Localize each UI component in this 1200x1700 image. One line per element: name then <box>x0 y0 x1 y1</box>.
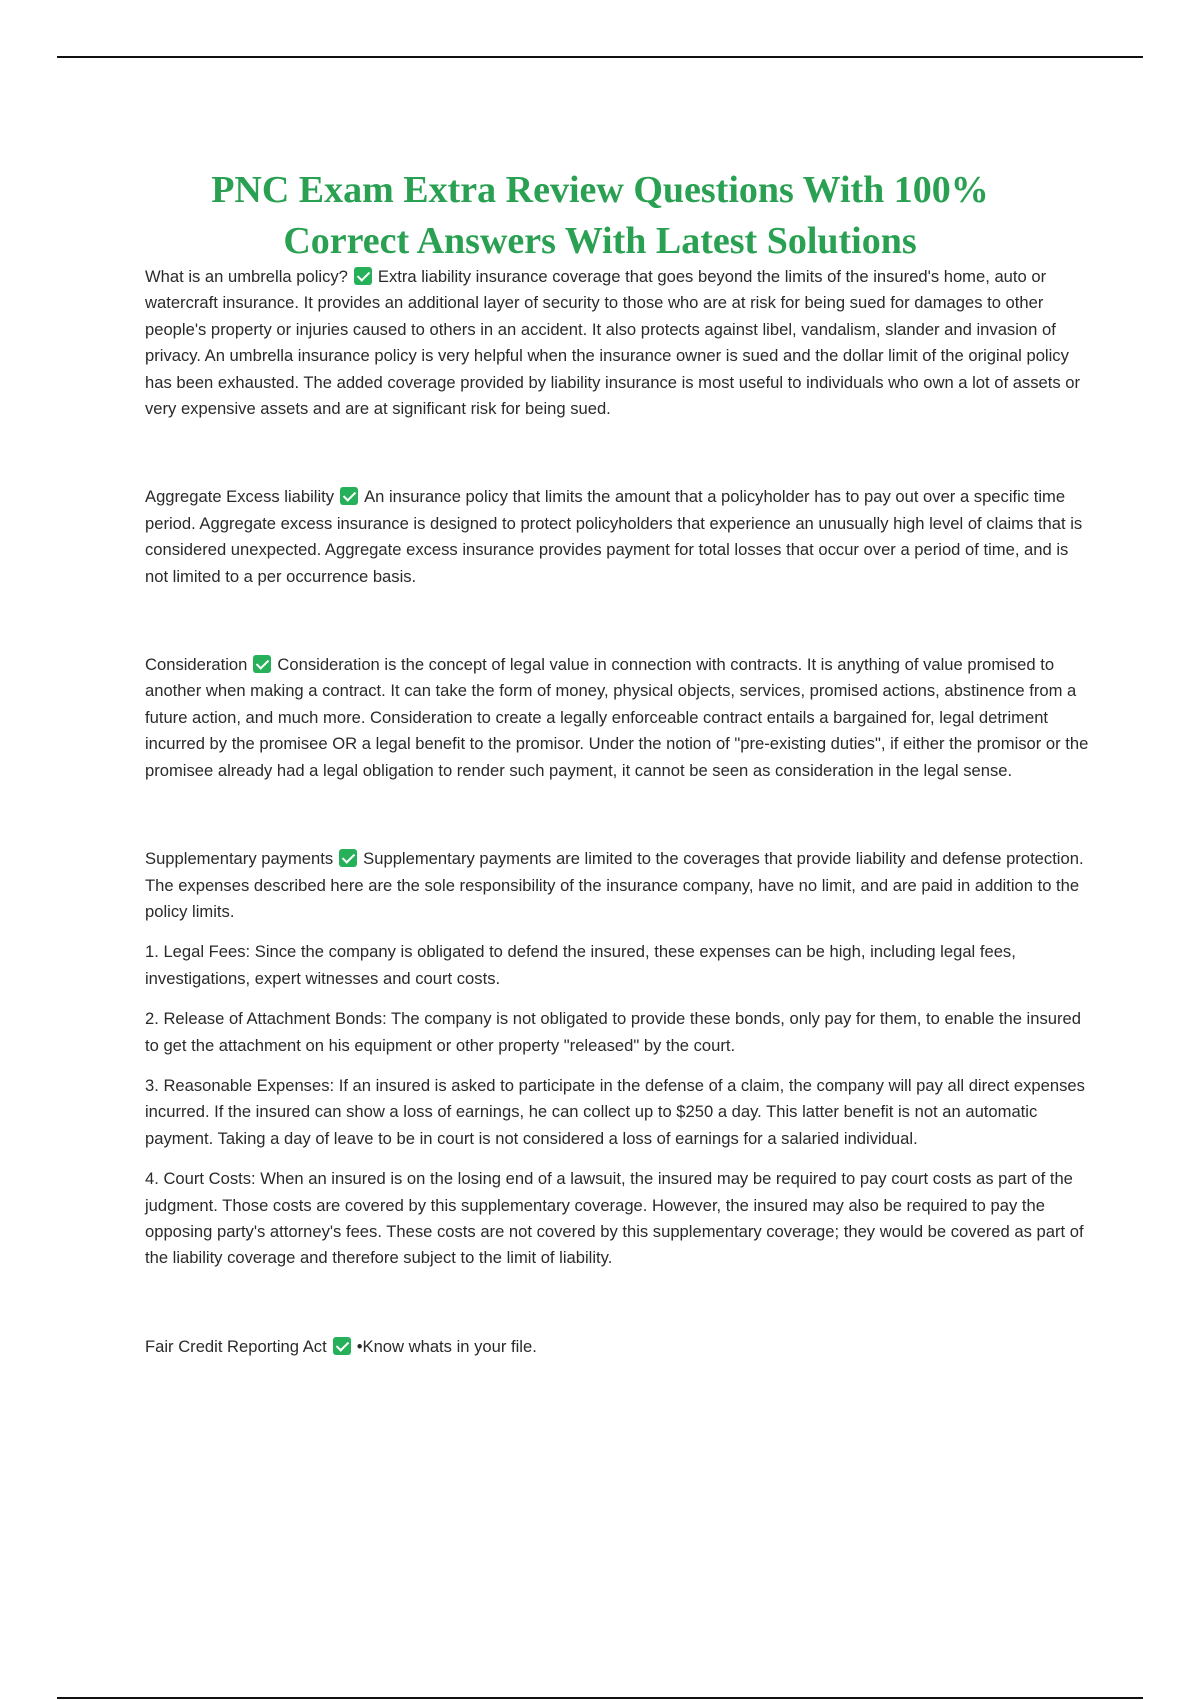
check-icon <box>340 487 358 505</box>
supplementary-item-attachment-bonds: 2. Release of Attachment Bonds: The company is not obligated to provide these bonds, only pay for them, to enable the insured to get the attachment on his equipment or other property "released" by the court. <box>145 1009 1081 1055</box>
entry-term: Aggregate Excess liability <box>145 487 335 507</box>
bottom-rule <box>57 1697 1143 1699</box>
entry-answer: An insurance policy that limits the amount that a policyholder has to pay out over a specific time period. Aggregate excess insurance is designed to protect policyholders that experience an unusually high level of claims that is considered unexpected. Aggregate excess insurance provides payment for total losses that occur over a period of time, and is not limited to a per occurrence basis. <box>145 487 1083 586</box>
top-rule <box>57 56 1143 58</box>
entry-term: What is an umbrella policy? <box>145 267 348 286</box>
document-title <box>100 165 1100 267</box>
entry-term: Consideration <box>145 655 248 675</box>
qa-entry-supplementary-payments <box>145 846 1090 925</box>
check-icon <box>333 1337 351 1355</box>
title-line-2: Correct Answers With Latest Solutions <box>283 220 917 263</box>
entry-answer: Extra liability insurance coverage that goes beyond the limits of the insured's home, auto or watercraft insurance. It provides an additional layer of security to those who are at risk for being sued for damages to other people's property or injuries caused to others in an accident. It also protects against libel, vandalism, slander and invasion of privacy. An umbrella insurance policy is very helpful when the insurance owner is sued and the dollar limit of the original policy has been exhausted. The added coverage provided by liability insurance is most useful to individuals who own a lot of assets or very expensive assets and are at significant risk for being sued. <box>145 267 1081 419</box>
entry-term: Fair Credit Reporting Act <box>145 1336 327 1356</box>
qa-entry-umbrella-policy <box>145 264 1090 422</box>
entry-term: Supplementary payments <box>145 849 334 869</box>
qa-entry-fair-credit-reporting-act <box>145 1334 1090 1360</box>
qa-entry-consideration <box>145 652 1090 784</box>
qa-content <box>145 264 1090 1360</box>
title-line-1: PNC Exam Extra Review Questions With 100% <box>211 169 989 212</box>
entry-answer: •Know whats in your file. <box>356 1336 537 1356</box>
qa-entry-aggregate-excess-liability <box>145 484 1090 590</box>
check-icon <box>253 655 271 673</box>
entry-answer: Supplementary payments are limited to the coverages that provide liability and defense protection. The expenses described here are the sole responsibility of the insurance company, have no limit, and are paid in addition to the policy limits. <box>145 849 1084 921</box>
check-icon <box>354 267 372 285</box>
check-icon <box>339 849 357 867</box>
supplementary-item-legal-fees: 1. Legal Fees: Since the company is obligated to defend the insured, these expenses can be high, including legal fees, investigations, expert witnesses and court costs. <box>145 942 1016 988</box>
entry-answer: Consideration is the concept of legal value in connection with contracts. It is anything of value promised to another when making a contract. It can take the form of money, physical objects, services, promised actions, abstinence from a future action, and much more. Consideration to create a legally enforceable contract entails a bargained for, legal detriment incurred by the promisee OR a legal benefit to the promisor. Under the notion of "pre-existing duties", if either the promisor or the promisee already had a legal obligation to render such payment, it cannot be seen as consideration in the legal sense. <box>145 655 1089 780</box>
supplementary-item-court-costs: 4. Court Costs: When an insured is on the losing end of a lawsuit, the insured may be required to pay court costs as part of the judgment. Those costs are covered by this supplementary coverage. However, the insured may also be required to pay the opposing party's attorney's fees. These costs are not covered by this supplementary coverage; they would be covered as part of the liability coverage and therefore subject to the limit of liability. <box>145 1169 1084 1268</box>
supplementary-item-reasonable-expenses: 3. Reasonable Expenses: If an insured is asked to participate in the defense of a claim, the company will pay all direct expenses incurred. If the insured can show a loss of earnings, he can collect up to $250 a day. This latter benefit is not an automatic payment. Taking a day of leave to be in court is not considered a loss of earnings for a salaried individual. <box>145 1075 1085 1148</box>
